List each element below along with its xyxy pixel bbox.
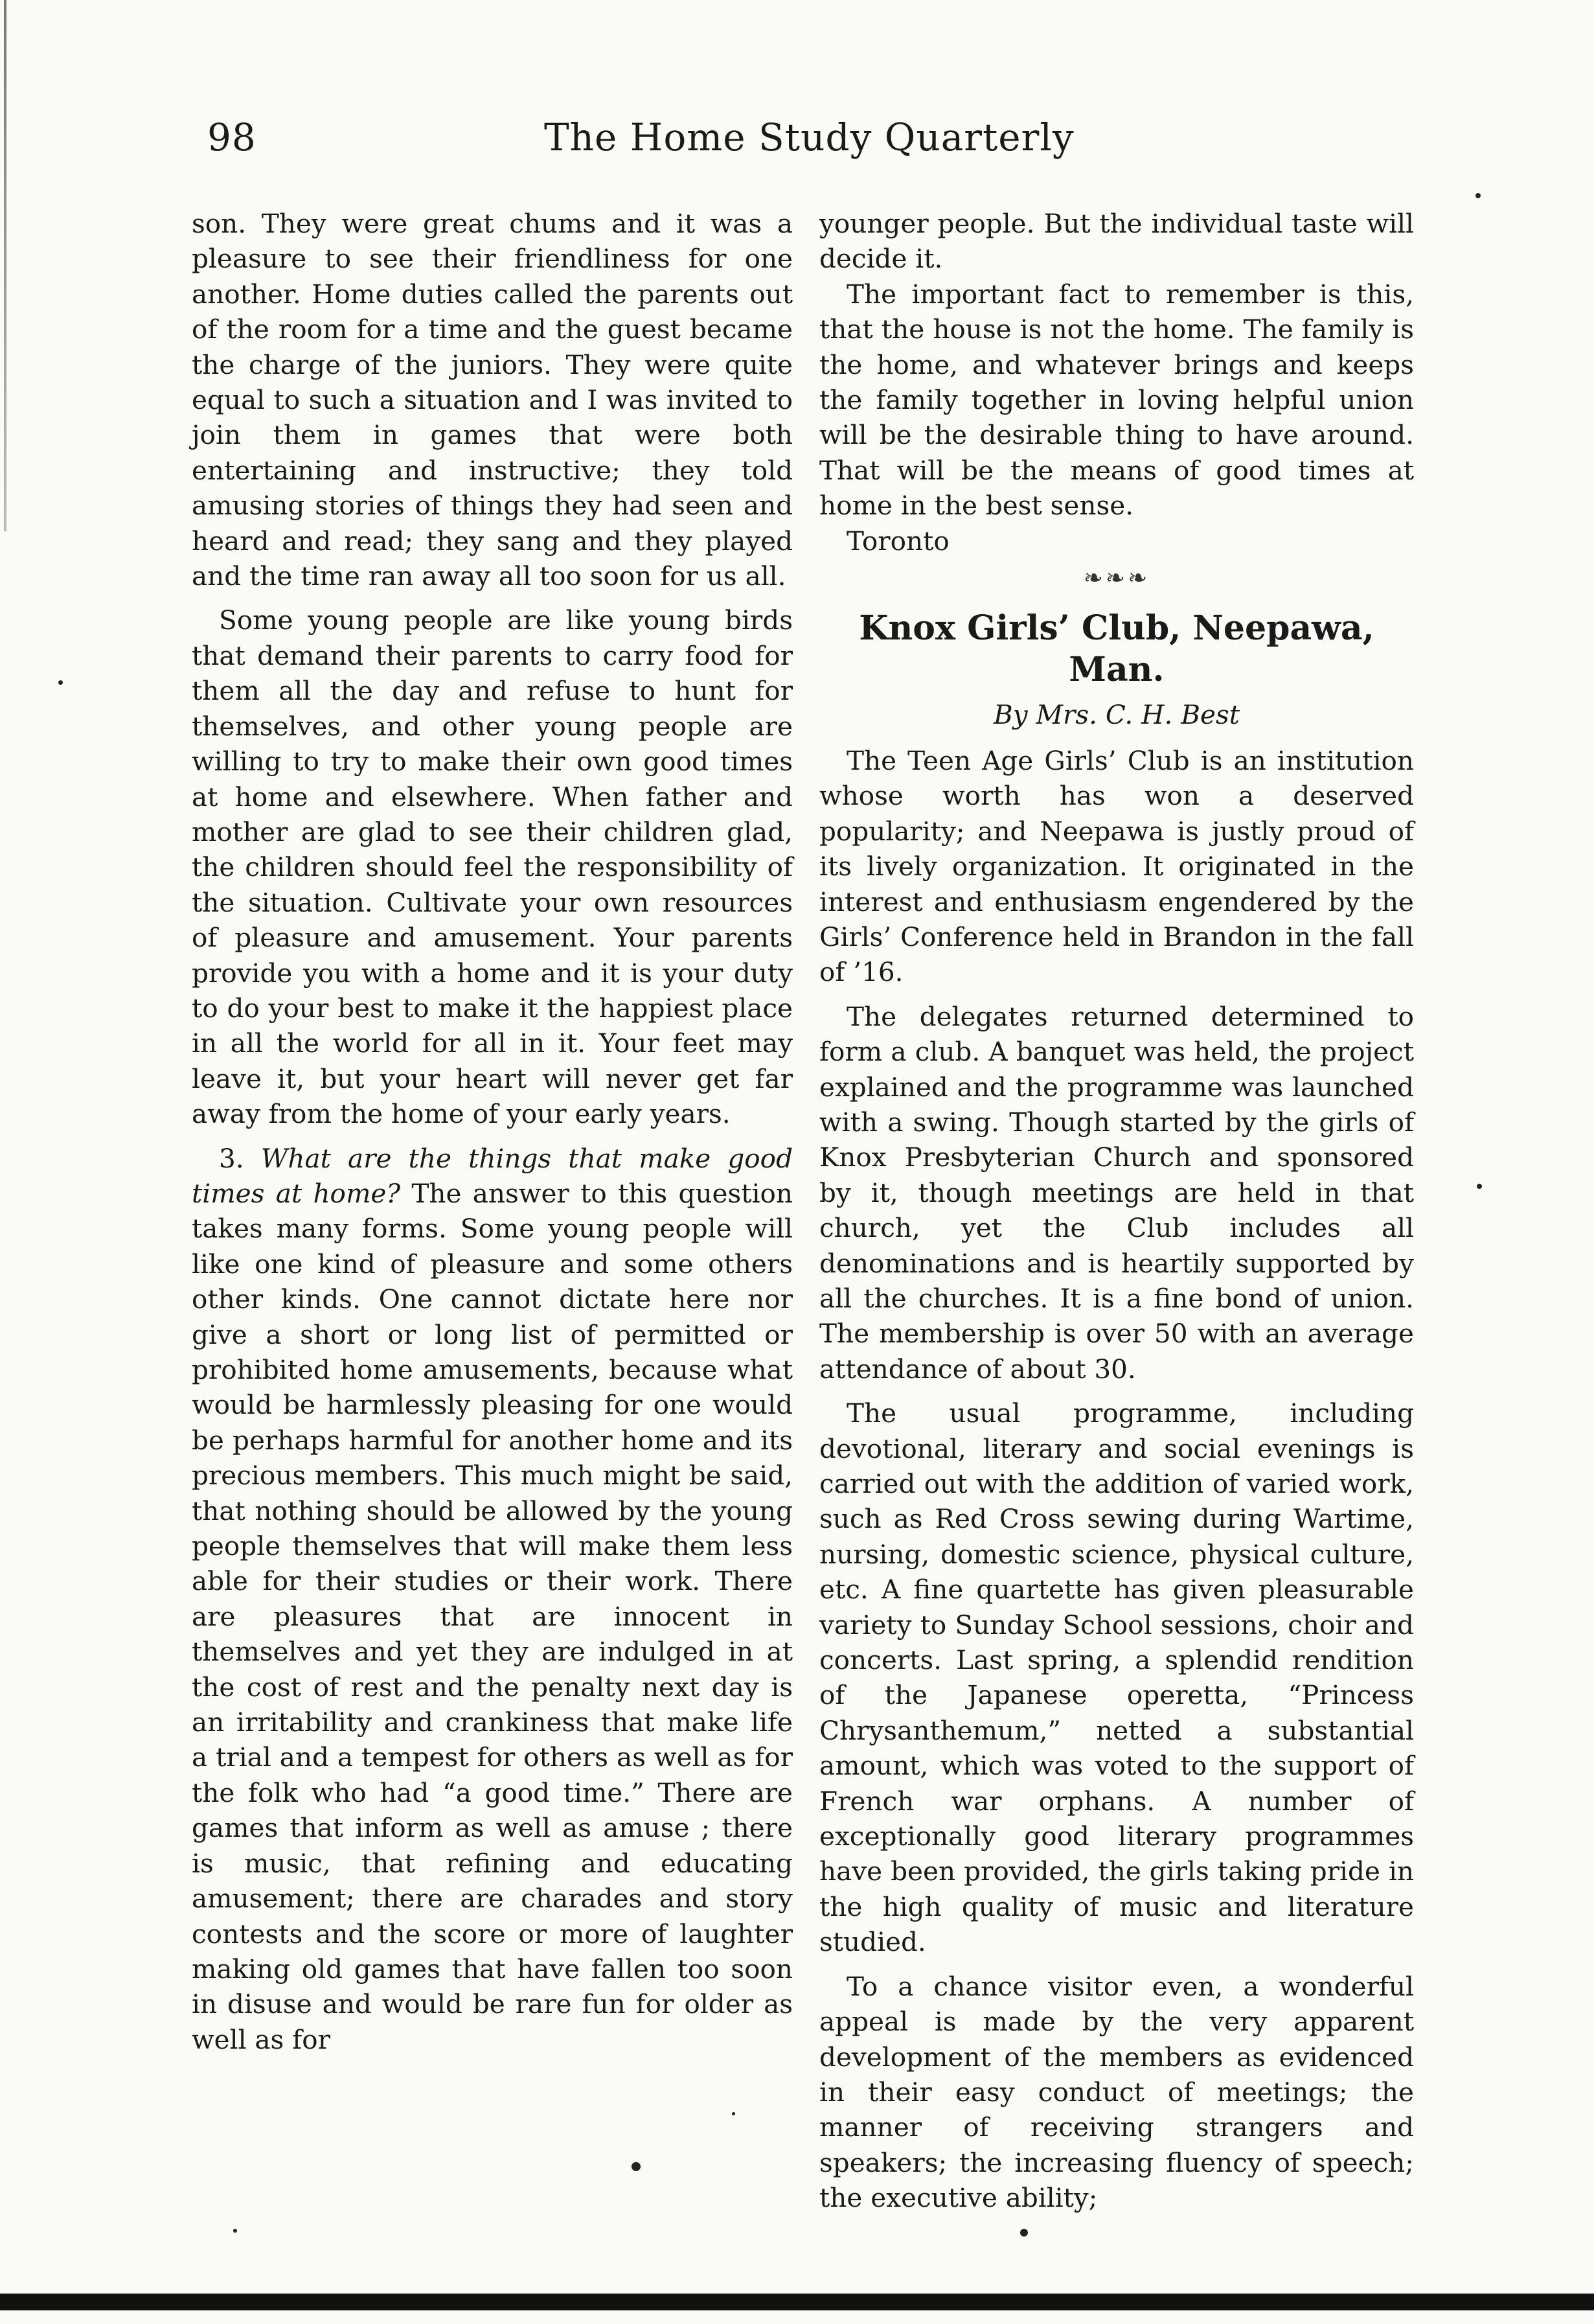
page-edge-line	[4, 0, 6, 531]
paragraph: younger people. But the individual taste will decide it.	[819, 208, 1414, 275]
ink-speck	[1477, 1184, 1482, 1189]
ink-speck	[233, 2229, 237, 2233]
question-paragraph	[192, 1141, 793, 2058]
signoff: Toronto	[847, 525, 950, 557]
article-title: Knox Girls’ Club, Neepawa, Man.	[859, 608, 1374, 690]
paragraph: The usual programme, including devotional, literary and social evenings is carried out with the addition of varied work, such as Red Cross sewing during Wartime, nursing, domestic science, physical culture, etc. A fine quartette has given pleasurable variety to Sunday School sessions, choir and concerts. Last spring, a splendid rendition of the Japanese operetta, “Princess Chrysanthemum,” netted a substantial amount, which was voted to the support of French war orphans. A number of exceptionally good literary programmes have been provided, the girls taking pride in the high quality of music and literature studied.	[819, 1398, 1414, 1958]
running-title: The Home Study Quarterly	[544, 115, 1075, 159]
page-number: 98	[207, 115, 256, 159]
right-column	[819, 206, 1414, 2216]
paragraph: The delegates returned determined to form a club. A banquet was held, the project explained and the programme was launched with a swing. Though started by the girls of Knox Presbyterian Church and sponsored by it, though meetings are held in that church, yet the Club includes all denominations and is heartily supported by all the churches. It is a fine bond of union. The membership is over 50 with an average attendance of about 30.	[819, 1000, 1414, 1385]
paragraph: The Teen Age Girls’ Club is an institution whose worth has won a deserved popularity; and Neepawa is justly proud of its lively organization. It originated in the interest and enthusiasm engendered by the Girls’ Conference held in Brandon in the fall of ’16.	[819, 744, 1414, 988]
paragraph: Some young people are like young birds that demand their parents to carry food for them all the day and refuse to hunt for themselves, and other young people are willing to try to make their own good times at home and elsewhere. When father and mother are glad to see their children glad, the children should feel the responsibility of the situation. Cultivate your own resources of pleasure and amusement. Your parents provide you with a home and it is your duty to do your best to make it the happiest place in all the world for all in it. Your feet may leave it, but your heart will never get far away from the home of your early years.	[192, 604, 793, 1130]
ink-speck	[1475, 193, 1481, 198]
page-bottom-edge	[0, 2294, 1594, 2310]
ink-speck	[632, 2162, 641, 2171]
left-column	[192, 206, 793, 2057]
paragraph: The important fact to remember is this, that the house is not the home. The family is the home, and whatever brings and keeps the family together in loving helpful union will be the desirable thing to have around. That will be the means of good times at home in the best sense.	[819, 278, 1414, 522]
question-answer: The answer to this question takes many forms. Some young people will like one kind of pleasure and some others other kinds. One cannot dictate here nor give a short or long list of permitted or prohibited home amusements, because what would be harmlessly pleasing for one would be perhaps harmful for another home and its precious members. This much might be said, that nothing should be allowed by the young people themselves that will make them less able for their studies or their work. There are pleasures that are innocent in themselves and yet they are indulged in at the cost of rest and the penalty next day is an irritability and crankiness that make life a trial and a tempest for others as well as for the folk who had “a good time.” There are games that inform as well as amuse ; there is music, that refining and educating amusement; there are charades and story contests and the score or more of laughter making old games that have fallen too soon in disuse and would be rare fun for older as well as for	[192, 1177, 793, 2055]
ornament-divider: ❧❧❧	[1083, 565, 1150, 592]
paragraph: son. They were great chums and it was a pleasure to see their friendliness for one another. Home duties called the parents out of the room for a time and the guest became the charge of the juniors. They were quite equal to such a situation and I was invited to join them in games that were both entertaining and instructive; they told amusing stories of things they had seen and heard and read; they sang and they played and the time ran away all too soon for us all.	[192, 208, 793, 592]
ink-speck	[58, 680, 63, 685]
ink-speck	[1020, 2229, 1028, 2237]
byline: By Mrs. C. H. Best	[993, 699, 1240, 731]
ink-speck	[732, 2112, 735, 2115]
paragraph: To a chance visitor even, a wonderful appeal is made by the very apparent development of the members as evidenced in their easy conduct of meetings; the manner of receiving strangers and speakers; the increasing fluency of speech; the executive ability;	[819, 1970, 1414, 2214]
question-number: 3.	[219, 1142, 244, 1174]
question-text: What are the things that make good times at home?	[192, 1142, 793, 1209]
